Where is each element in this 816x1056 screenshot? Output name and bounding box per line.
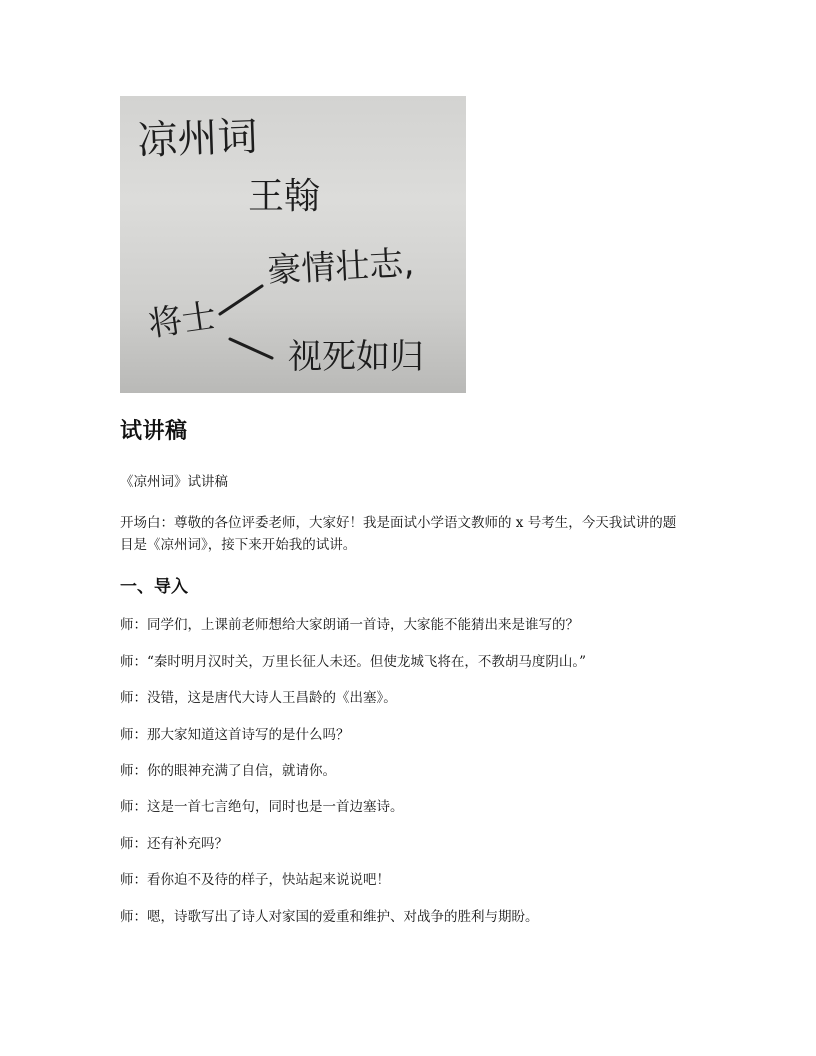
handwritten-author: 王翰 <box>248 176 321 217</box>
dialogue-line: 师：那大家知道这首诗写的是什么吗？ <box>120 727 350 743</box>
dialogue-line: 师：这是一首七言绝句，同时也是一首边塞诗。 <box>120 799 404 815</box>
dialogue-line: 师：你的眼神充满了自信，就请你。 <box>120 763 336 779</box>
handwriting-canvas <box>120 96 466 393</box>
opening-paragraph: 开场白：尊敬的各位评委老师，大家好！我是面试小学语文教师的 x 号考生，今天我试讲的题目是《凉州词》，接下来开始我的试讲。 <box>120 515 677 553</box>
dialogue-line: 师：同学们，上课前老师想给大家朗诵一首诗，大家能不能猜出来是谁写的？ <box>120 617 579 633</box>
branch-line-lower <box>230 339 272 358</box>
handwritten-branch-2: 视死如归 <box>288 337 424 377</box>
dialogue-line: 师：看你迫不及待的样子，快站起来说说吧！ <box>120 872 390 888</box>
document-subtitle: 《凉州词》试讲稿 <box>120 474 228 490</box>
dialogue-line: 师：嗯，诗歌写出了诗人对家国的爱重和维护、对战争的胜利与期盼。 <box>120 909 539 925</box>
handwritten-subject: 将士 <box>145 295 219 345</box>
dialogue-line: 师：还有补充吗？ <box>120 836 228 852</box>
document-title: 试讲稿 <box>120 419 188 444</box>
handwritten-branch-1: 豪情壮志, <box>266 243 416 291</box>
handwritten-title: 凉州词 <box>136 113 259 164</box>
dialogue-line: 师：没错，这是唐代大诗人王昌龄的《出塞》。 <box>120 690 397 706</box>
dialogue-line: 师：“秦时明月汉时关，万里长征人未还。但使龙城飞将在，不教胡马度阴山。” <box>120 654 587 670</box>
branch-line-upper <box>220 286 262 314</box>
handwritten-note-photo <box>120 96 466 393</box>
section-heading-intro: 一、导入 <box>120 577 188 597</box>
